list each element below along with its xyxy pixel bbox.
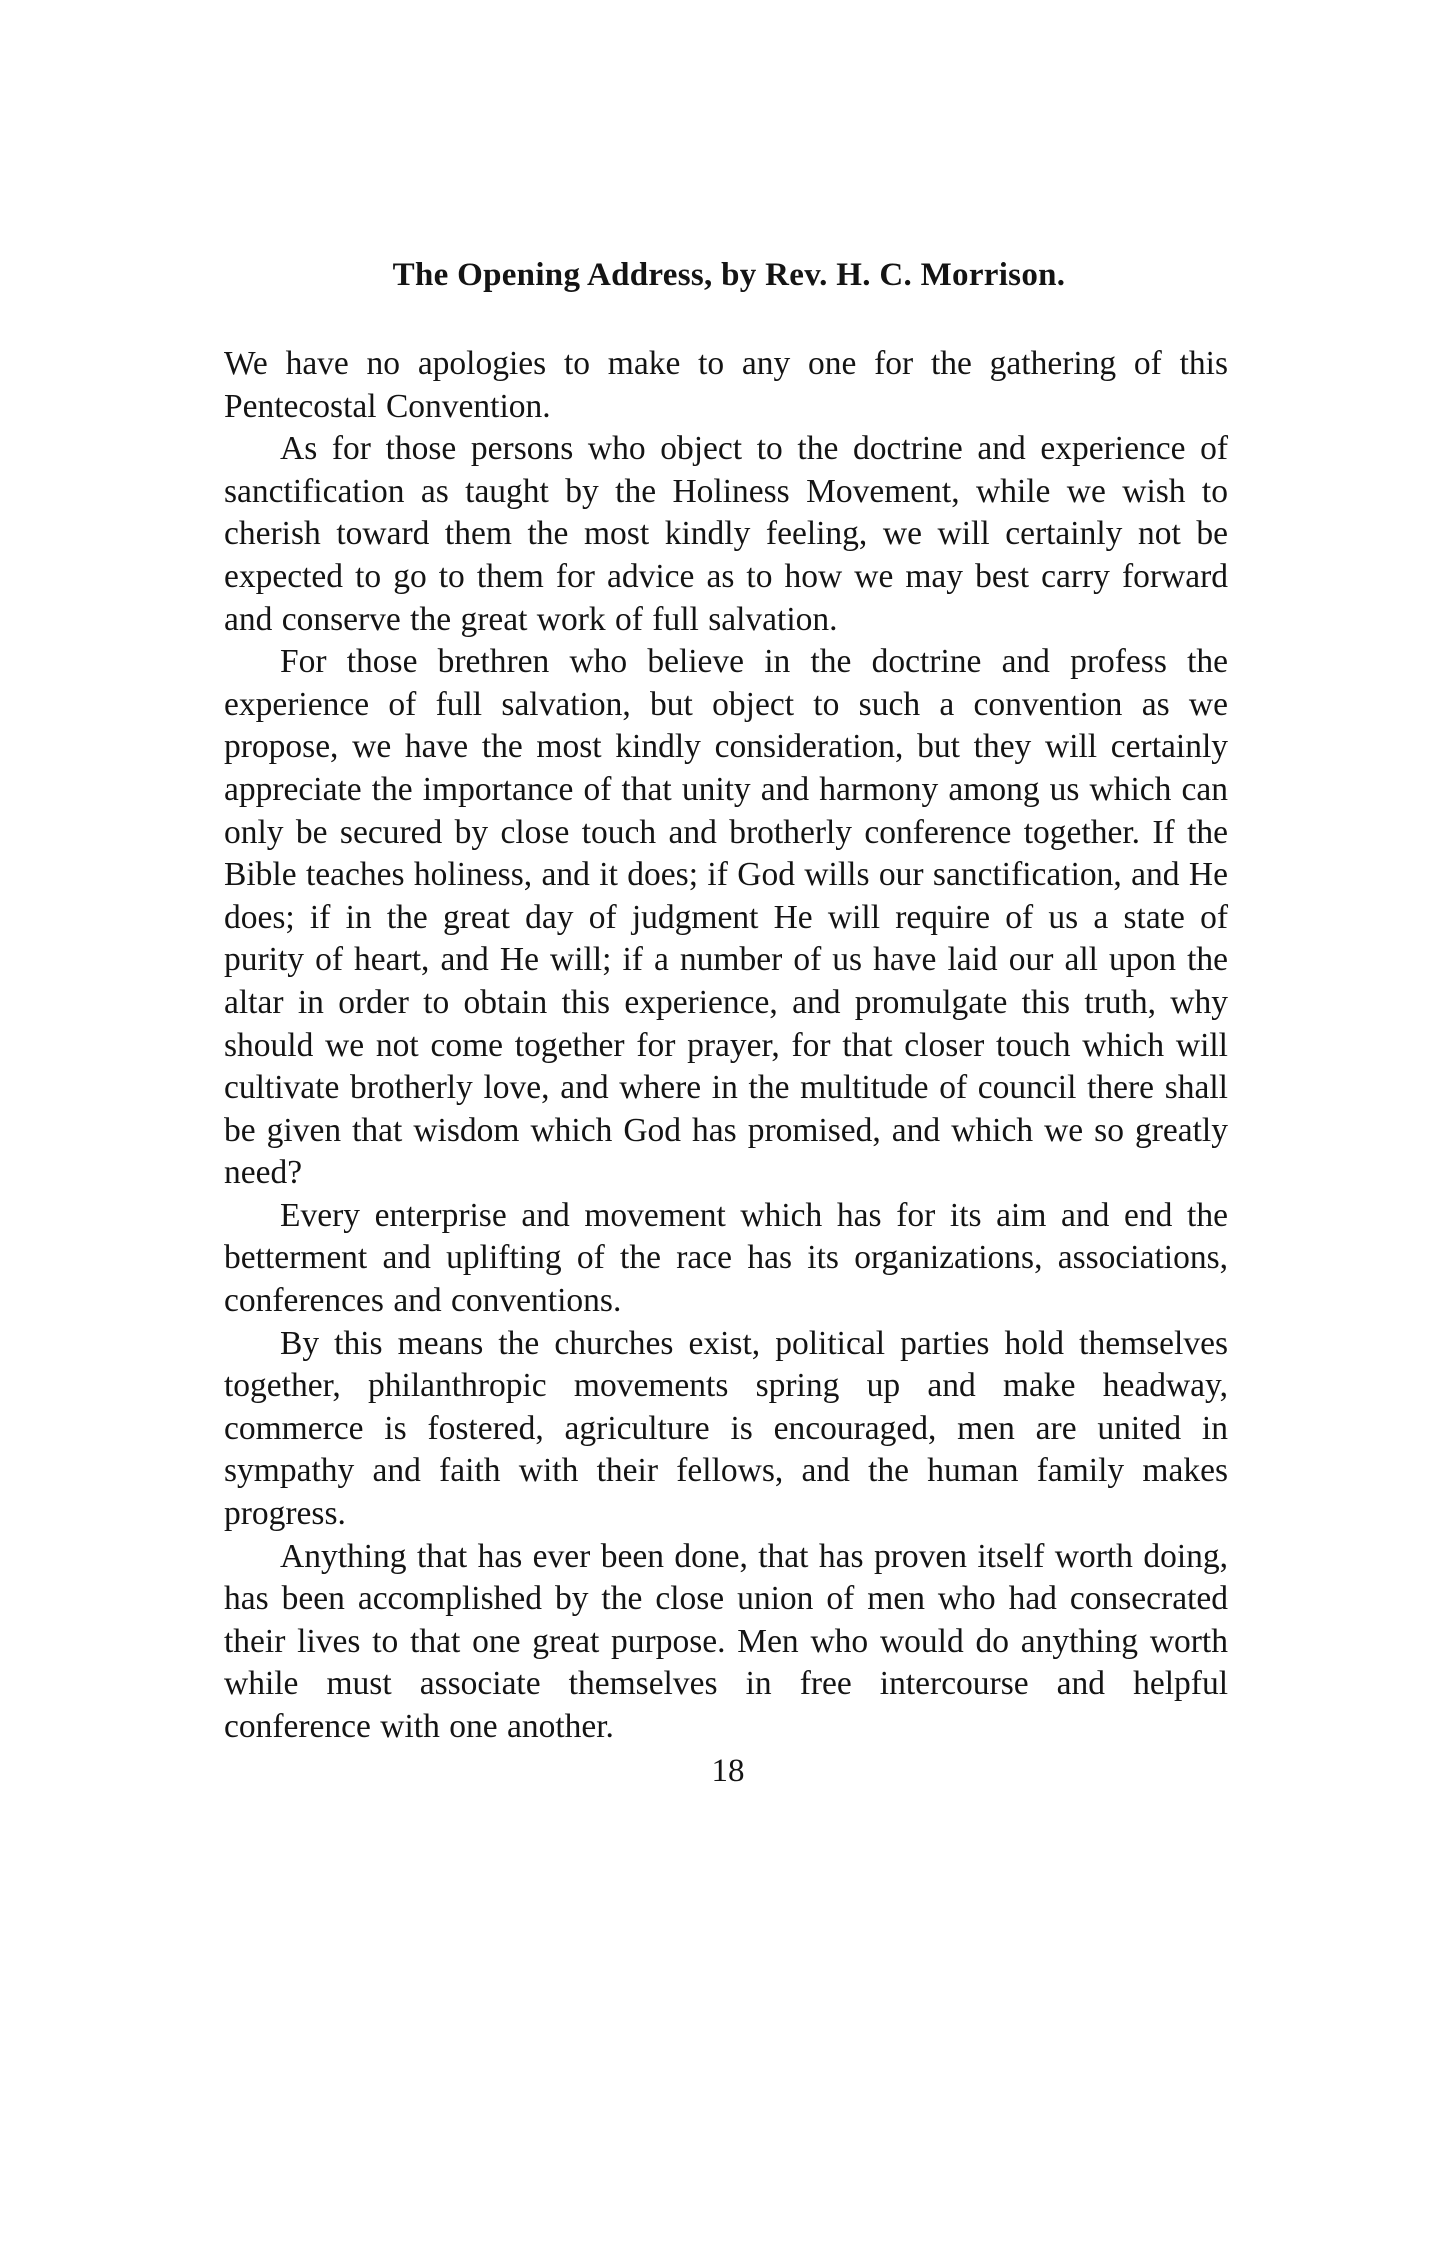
paragraph-2: As for those persons who object to the doctrine and experience of sanctification as taught by the Holiness Movement, while we wish to cherish toward them the most kindly feeling, we will certainly not be expected to go to them for advice as to how we may best carry forward and conserve the great work of full salvation. — [224, 430, 1228, 638]
page-number: 18 — [711, 1752, 745, 1789]
paragraph-1: We have no apologies to make to any one for the gathering of this Pentecostal Convention. — [224, 345, 1228, 425]
chapter-title: The Opening Address, by Rev. H. C. Morrison. — [392, 257, 1066, 293]
book-page — [224, 255, 1228, 1791]
paragraph-4: Every enterprise and movement which has for its aim and end the betterment and uplifting of the race has its organizations, associations, conferences and conventions. — [224, 1196, 1228, 1320]
paragraph-3: For those brethren who believe in the doctrine and profess the experience of full salvation, but object to such a convention as we propose, we have the most kindly consideration, but they will certainly appreciate the importance of that unity and harmony among us which can only be secured by close touch and brotherly conference together. If the Bible teaches holiness, and it does; if God wills our sanctification, and He does; if in the great day of judgment He will require of us a state of purity of heart, and He will; if a number of us have laid our all upon the altar in order to obtain this experience, and promulgate this truth, why should we not come together for prayer, for that closer touch which will cultivate brotherly love, and where in the multitude of council there shall be given that wisdom which God has promised, and which we so greatly need? — [224, 643, 1228, 1192]
paragraph-6: Anything that has ever been done, that has proven itself worth doing, has been accomplished by the close union of men who had consecrated their lives to that one great purpose. Men who would do anything worth while must associate themselves in free intercourse and helpful conference with one another. — [224, 1537, 1228, 1745]
paragraph-5: By this means the churches exist, political parties hold themselves together, philanthropic movements spring up and make headway, commerce is fostered, agriculture is encouraged, men are united in sympathy and faith with their fellows, and the human family makes progress. — [224, 1324, 1228, 1533]
